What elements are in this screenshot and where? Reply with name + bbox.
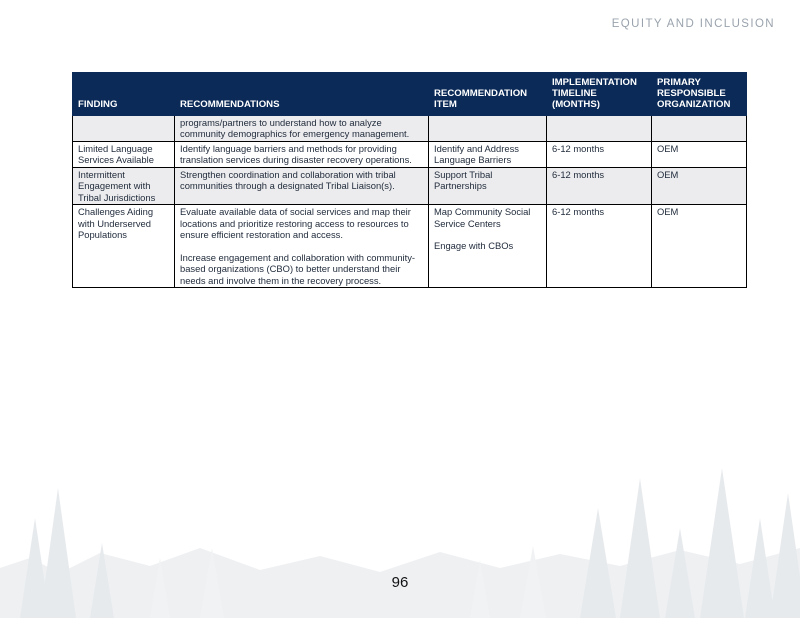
recommendation-item-cell [429,167,547,204]
timeline-cell: 6-12 months [547,205,652,288]
header-recommendation-item: RECOMMENDATION ITEM [429,73,547,116]
timeline-cell: 6-12 months [547,141,652,167]
recommendations-cell [175,167,429,204]
recommendations-cell [175,141,429,167]
timeline-cell [547,116,652,142]
organization-cell: OEM [652,141,747,167]
recommendation-text: Increase engagement and collaboration with community-based organizations (CBO) to better understand their needs and involve them in the recovery process. [180,251,416,286]
recommendation-item-cell [429,205,547,288]
table-row [73,205,747,288]
forest-background-illustration [0,448,800,618]
findings-table [72,72,747,288]
finding-cell: Limited Language Services Available [73,141,175,167]
table-header-row [73,73,747,116]
organization-cell: OEM [652,205,747,288]
finding-cell: Intermittent Engagement with Tribal Jurisdictions [73,167,175,204]
recommendation-text: Identify language barriers and methods for providing translation services during disaster recovery operations. [180,142,412,166]
header-recommendations: RECOMMENDATIONS [175,73,429,116]
timeline-cell: 6-12 months [547,167,652,204]
recommendation-item-text: Identify and Address Language Barriers [434,142,519,166]
recommendation-item-text: Support Tribal Partnerships [434,168,493,192]
organization-cell: OEM [652,167,747,204]
finding-cell: Challenges Aiding with Underserved Populations [73,205,175,288]
page-number: 96 [391,574,409,591]
section-header: EQUITY AND INCLUSION [611,18,775,30]
recommendation-item-cell [429,116,547,142]
header-primary-responsible-organization: PRIMARY RESPONSIBLE ORGANIZATION [652,73,747,116]
table-row [73,141,747,167]
recommendations-cell [175,116,429,142]
recommendation-text: programs/partners to understand how to analyze community demographics for emergency management. [180,117,410,140]
header-implementation-timeline: IMPLEMENTATION TIMELINE (MONTHS) [547,73,652,116]
header-finding: FINDING [73,73,175,116]
organization-cell [652,116,747,142]
finding-cell [73,116,175,142]
table-row [73,167,747,204]
recommendation-text: Evaluate available data of social services and map their locations and prioritize restoring access to resources to ensure efficient restoration and access. [180,206,411,241]
recommendation-text: Strengthen coordination and collaboration with tribal communities through a designated Tribal Liaison(s). [180,168,396,192]
recommendations-cell [175,205,429,288]
recommendation-item-text: Engage with CBOs [434,240,514,252]
recommendation-item-cell [429,141,547,167]
table-row [73,116,747,142]
recommendation-item-text: Map Community Social Service Centers [434,206,531,229]
